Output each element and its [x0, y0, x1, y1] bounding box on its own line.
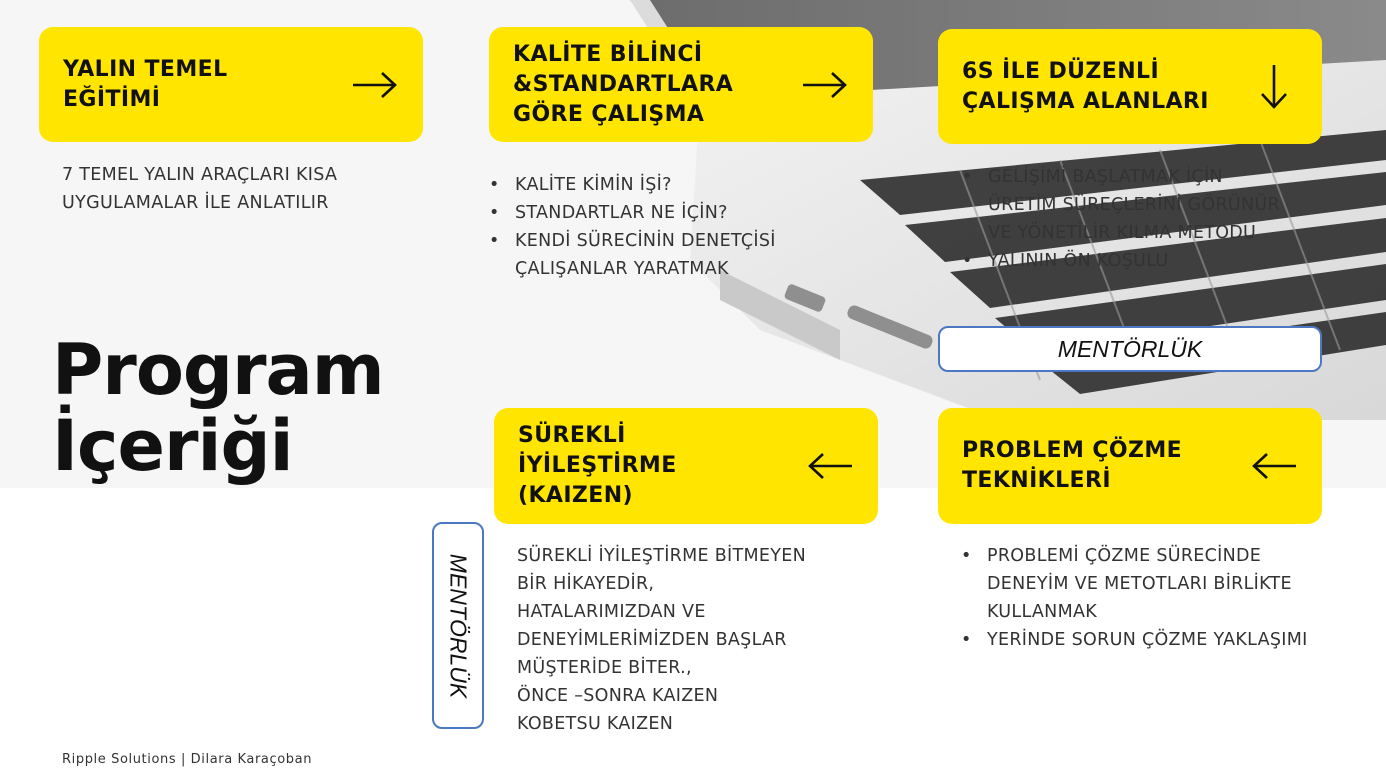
card-bullet-list — [962, 163, 1282, 275]
card-title: KALİTE BİLİNCİ &STANDARTLARA GÖRE ÇALIŞMA — [513, 41, 734, 127]
page-title: Program İçeriği — [52, 329, 384, 487]
footer-credit: Ripple Solutions | Dilara Karaçoban — [62, 752, 313, 767]
card-kalite-bilinci[interactable] — [489, 27, 873, 142]
arrow-left-icon — [806, 446, 854, 486]
card-title: PROBLEM ÇÖZME TEKNİKLERİ — [962, 438, 1183, 493]
card-6s-duzenli[interactable] — [938, 29, 1322, 144]
list-item: • KALİTE KİMİN İŞİ? — [489, 171, 839, 199]
list-item: • STANDARTLAR NE İÇİN? — [489, 199, 839, 227]
card-bullet-list — [961, 542, 1311, 654]
card-description: 7 TEMEL YALIN ARAÇLARI KISA UYGULAMALAR İLE ANLATILIR — [62, 165, 338, 213]
card-title: 6S İLE DÜZENLİ ÇALIŞMA ALANLARI — [962, 58, 1209, 114]
list-item: • KENDİ SÜRECİNİN DENETÇİSİ ÇALIŞANLAR YARATMAK — [489, 227, 839, 283]
card-bullet-list — [489, 171, 839, 283]
card-problem-cozme[interactable] — [938, 408, 1322, 524]
arrow-right-icon — [351, 65, 399, 105]
card-description: SÜREKLİ İYİLEŞTİRME BİTMEYEN BİR HİKAYEDİR, HATALARIMIZDAN VE DENEYİMLERİMİZDEN BAŞLAR MÜŞTERİDE BİTER., ÖNCE –SONRA KAIZEN KOBETSU KAIZEN — [517, 546, 806, 734]
card-title: SÜREKLİ İYİLEŞTİRME (KAIZEN) — [518, 423, 677, 508]
mentor-label-text: MENTÖRLÜK — [445, 553, 472, 698]
list-item: • YALININ ÖN KOŞULU — [962, 247, 1282, 275]
arrow-down-icon — [1250, 63, 1298, 111]
card-surekli-iyilestirme[interactable] — [494, 408, 878, 524]
arrow-left-icon — [1250, 446, 1298, 486]
card-yalin-temel[interactable] — [39, 27, 423, 142]
mentor-label-horizontal: MENTÖRLÜK — [938, 326, 1322, 372]
card-title: YALIN TEMEL EĞİTİMİ — [63, 56, 228, 112]
list-item: • PROBLEMİ ÇÖZME SÜRECİNDE DENEYİM VE METOTLARI BİRLİKTE KULLANMAK — [961, 542, 1311, 626]
list-item: • GELİŞİMİ BAŞLATMAK İÇİN ÜRETİM SÜREÇLERİNİ GÖRÜNÜR VE YÖNETİLİR KILMA METODU — [962, 163, 1282, 247]
mentor-label-vertical — [432, 522, 484, 729]
list-item: • YERİNDE SORUN ÇÖZME YAKLAŞIMI — [961, 626, 1311, 654]
arrow-right-icon — [801, 65, 849, 105]
